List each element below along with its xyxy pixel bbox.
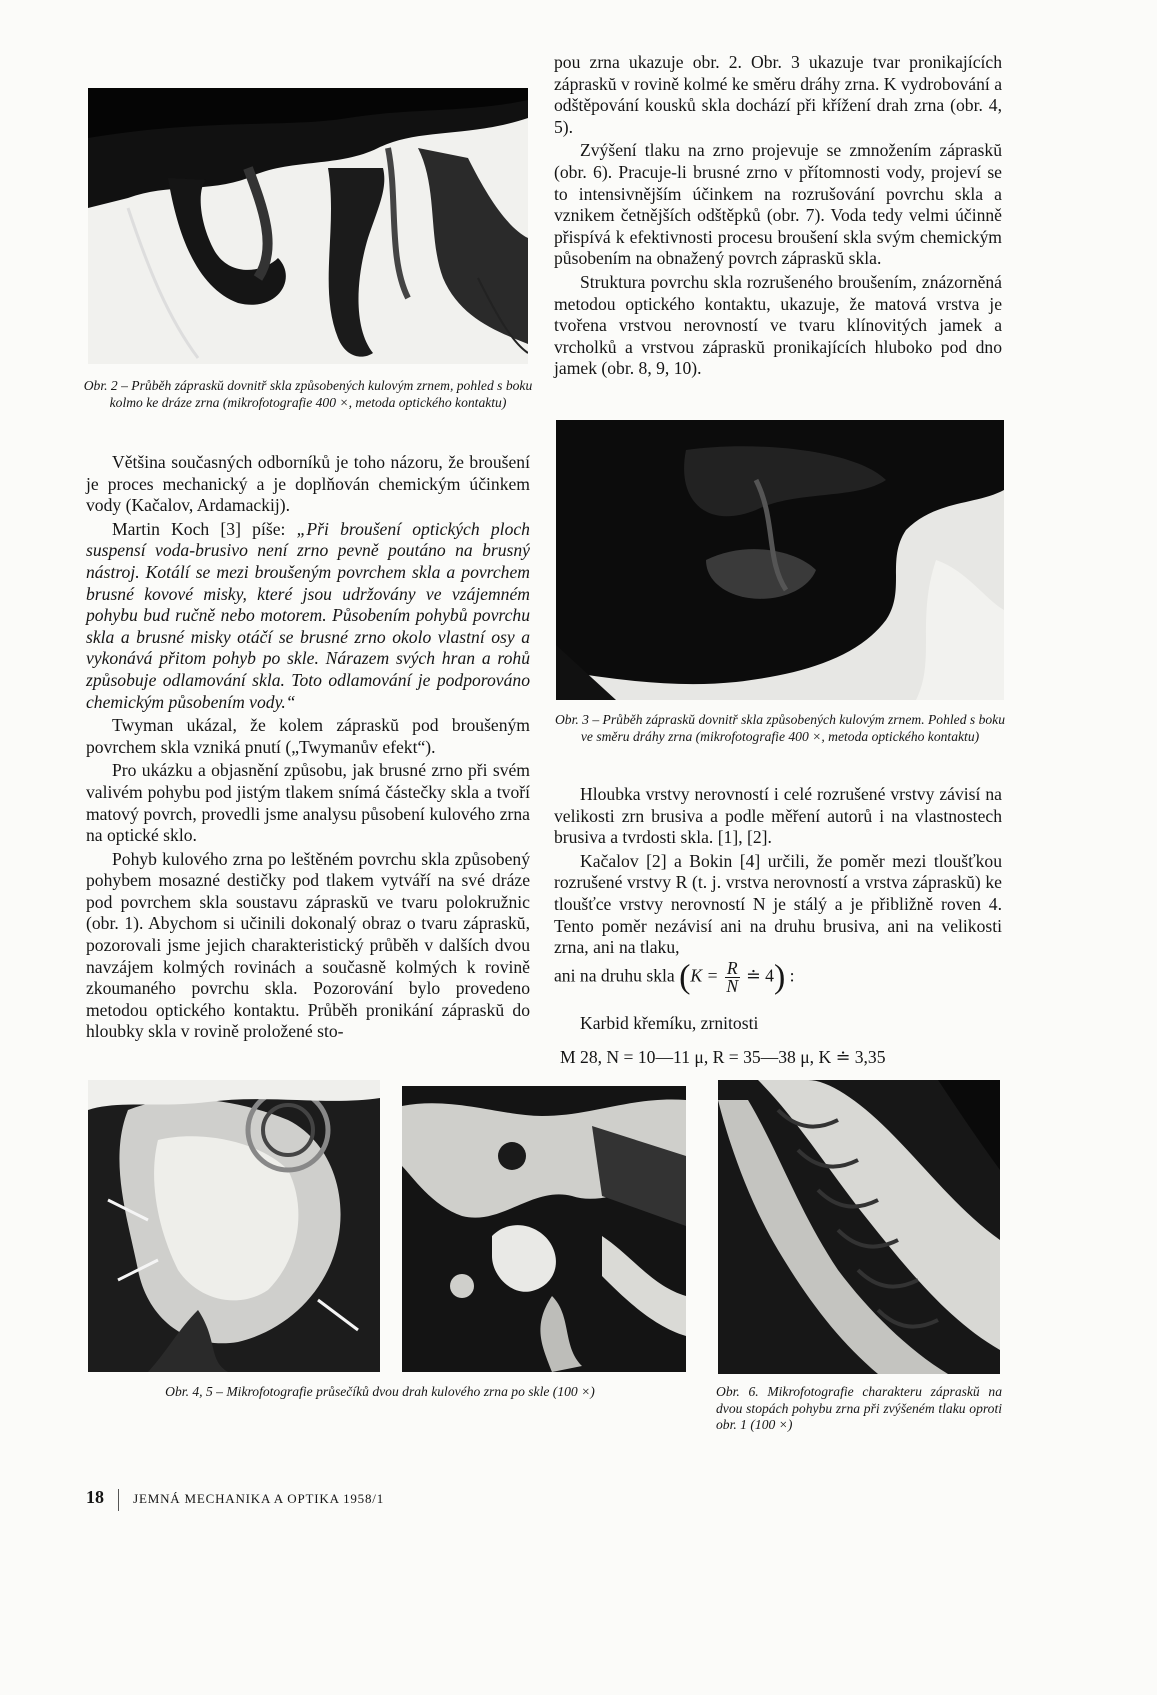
right-paragraph-3: Struktura povrchu skla rozrušeného broušením, znázorněná metodou optického kontaktu, ukazuje, že matová vrstva je tvořena vrstvou nerovností ve tvaru klínovitých jamek a vrcholků a vrstvou zápraskŭ pronikajících hluboko pod dno jamek (obr. 8, 9, 10).	[554, 271, 1002, 379]
right-paragraph-1: pou zrna ukazuje obr. 2. Obr. 3 ukazuje tvar pronikajících zápraskŭ v rovině kolmé ke směru dráhy zrna. K vydrobování a odštěpování kousků skla dochází při křížení drah zrna (obr. 4, 5).	[554, 52, 1003, 137]
formula-colon: :	[789, 965, 795, 986]
right-paragraph-4: Hloubka vrstvy nerovností i celé rozrušené vrstvy závisí na velikosti zrn brusiva a podle měření autorů i na vlastnostech brusiva a tvrdosti skla. [1], [2].	[554, 784, 1002, 848]
journal-title: JEMNÁ MECHANIKA A OPTIKA 1958/1	[133, 1491, 384, 1506]
right-paragraph-5: Kačalov [2] a Bokin [4] určili, že poměr mezi tloušťkou rozrušené vrstvy R (t. j. vrstva nerovností a vrstva zápraskŭ) ke tloušťce vrstvy nerovností N je stálý a je přibližně roven 4. Tento poměr nezávisí ani na druhu brusiva, ani na velikosti zrna, ani na tlaku,	[554, 850, 1002, 958]
right-column-text-bottom	[554, 784, 1002, 961]
figure-2-photo	[88, 88, 528, 364]
left-paragraph-1: Většina současných odborníků je toho názoru, že broušení je proces mechanický a je doplňován chemickým účinkem vody (Kačalov, Ardamackij).	[86, 452, 530, 516]
left-column-text	[86, 452, 530, 1045]
formula-tail: ≐ 4	[746, 965, 774, 986]
karbid-label: Karbid křemíku, zrnitosti	[580, 1013, 759, 1033]
koch-quote: „Při broušení optických ploch suspensí voda-brusivo není zrno pevně poutáno na brusný nástroj. Kotálí se mezi broušeným povrchem skla a povrchem brusné kovové misky, které jsou udržovány ve vzájemném pohybu bud ručně nebo motorem. Působením pohybů povrchu skla a brusné misky otáčí se brusné zrno okolo vlastní osy a vykonává přitom pohyb po skle. Nárazem svých hran a rohů způsobuje odlamování skla. Toto odlamování je podporováno chemickým působením vody.“	[86, 518, 530, 712]
right-paragraph-2: Zvýšení tlaku na zrno projevuje se zmnožením zápraskŭ (obr. 6). Pracuje-li brusné zrno v přítomnosti vody, projeví se to intensivnějším účinkem na rozrušování povrchu skla a vznikem četnějších odštěpků (obr. 7). Voda tedy velmi účinně přispívá k efektivnosti procesu broušení skla svým chemickým působením na obnažený povrch zápraskŭ skla.	[554, 140, 1002, 269]
footer-divider	[118, 1489, 119, 1511]
koch-intro: Martin Koch [3] píše:	[112, 518, 297, 539]
figure-5-photo	[402, 1086, 686, 1372]
left-paragraph-4: Pro ukázku a objasnění způsobu, jak brusné zrno při svém valivém pohybu pod jistým tlakem snímá částečky skla a tvoří matový povrch, provedli jsme analysu působení kulového zrna na optické sklo.	[86, 760, 530, 846]
formula-denominator: N	[726, 976, 739, 996]
ratio-formula	[554, 960, 1002, 995]
formula-prefix: ani na druhu skla	[554, 965, 675, 986]
figure-3-photo	[556, 420, 1004, 700]
left-paragraph-2	[86, 519, 530, 713]
page-number: 18	[86, 1487, 104, 1507]
formula-numerator: R	[726, 958, 738, 978]
right-column-text-top	[554, 52, 1002, 382]
karbid-values: M 28, N = 10—11 μ, R = 35—38 μ, K ≐ 3,35	[560, 1047, 886, 1067]
figure-3-caption: Obr. 3 – Průběh zápraskŭ dovnitř skla způsobených kulovým zrnem. Pohled s boku ve směru dráhy zrna (mikrofotografie 400 ×, metoda optického kontaktu)	[554, 712, 1006, 744]
formula-open-paren: (	[679, 958, 691, 996]
formula-fraction	[725, 960, 740, 995]
figure-6-caption: Obr. 6. Mikrofotografie charakteru zápraskŭ na dvou stopách pohybu zrna při zvýšeném tlaku oproti obr. 1 (100 ×)	[716, 1384, 1002, 1432]
figure-2-caption: Obr. 2 – Průběh zápraskŭ dovnitř skla způsobených kulovým zrnem, pohled s boku kolmo ke dráze zrna (mikrofotografie 400 ×, metoda optického kontaktu)	[83, 378, 533, 410]
formula-close-paren: )	[773, 958, 786, 996]
figure-6-photo	[718, 1080, 1000, 1374]
left-paragraph-5: Pohyb kulového zrna po leštěném povrchu skla způsobený pohybem mosazné destičky pod tlakem vytváří na své dráze pod povrchem skla soustavu zápraskŭ ve tvaru polokružnic (obr. 1). Abychom si učinili dokonalý obraz o tvaru zápraskŭ, pozorovali jsme jejich charakteristický průběh v dalších dvou navzájem kolmých rovinách a současně kolmých k rovině zkoumaného povrchu skla. Pozorování bylo provedeno metodou optického kontaktu. Průběh pronikání zápraskŭ do hloubky skla v rovině proložené sto-	[86, 848, 530, 1042]
figure-4-5-caption: Obr. 4, 5 – Mikrofotografie průsečíků dvou drah kulového zrna po skle (100 ×)	[165, 1384, 595, 1399]
figure-4-photo	[88, 1080, 380, 1372]
formula-k: K =	[690, 965, 719, 986]
page-footer	[86, 1487, 384, 1511]
left-paragraph-3: Twyman ukázal, že kolem zápraskŭ pod broušeným povrchem skla vzniká pnutí („Twymanův efekt“).	[86, 715, 530, 757]
